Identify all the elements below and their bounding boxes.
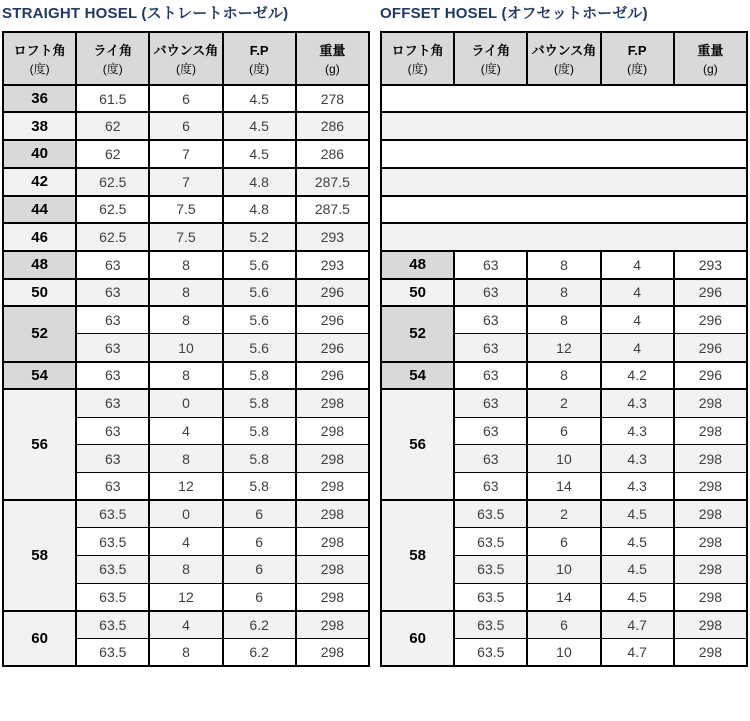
col-header-4 (223, 32, 296, 85)
loft-cell: 56 (3, 389, 76, 500)
spec-cell: 5.8 (223, 472, 296, 500)
spec-cell: 298 (296, 500, 369, 528)
col-header-label: ライ角 (93, 43, 133, 58)
loft-cell: 48 (3, 251, 76, 279)
spec-cell: 12 (149, 472, 222, 500)
table-row (381, 500, 747, 528)
spec-cell: 298 (674, 500, 747, 528)
spec-cell: 63.5 (76, 611, 149, 639)
spec-cell: 5.6 (223, 306, 296, 334)
spec-cell: 8 (149, 279, 222, 307)
col-header-label: 重量 (697, 43, 724, 58)
spec-cell: 63 (76, 251, 149, 279)
table-row (381, 611, 747, 639)
spec-cell: 7.5 (149, 196, 222, 224)
spec-cell: 4 (601, 251, 674, 279)
spec-cell: 4 (601, 306, 674, 334)
straight-hosel-section (2, 3, 370, 667)
empty-cell (381, 168, 747, 196)
spec-cell: 298 (296, 389, 369, 417)
spec-cell: 0 (149, 500, 222, 528)
spec-cell: 4.5 (223, 112, 296, 140)
table-row (3, 196, 369, 224)
spec-cell: 8 (527, 279, 600, 307)
spec-cell: 298 (296, 639, 369, 667)
spec-cell: 63 (76, 279, 149, 307)
col-header-2 (76, 32, 149, 85)
loft-cell: 60 (381, 611, 454, 666)
spec-cell: 298 (296, 445, 369, 473)
spec-cell: 298 (674, 528, 747, 556)
spec-cell: 63 (454, 472, 527, 500)
empty-cell (381, 85, 747, 113)
spec-cell: 286 (296, 112, 369, 140)
col-header-1 (381, 32, 454, 85)
offset-hosel-title: OFFSET HOSEL (オフセットホーゼル) (380, 5, 648, 22)
loft-cell: 50 (3, 279, 76, 307)
spec-cell: 4.5 (223, 140, 296, 168)
table-row (381, 251, 747, 279)
spec-cell: 298 (296, 528, 369, 556)
spec-cell: 6 (223, 555, 296, 583)
spec-cell: 5.8 (223, 445, 296, 473)
loft-cell: 40 (3, 140, 76, 168)
loft-cell: 52 (381, 306, 454, 361)
spec-cell: 286 (296, 140, 369, 168)
col-header-3 (149, 32, 222, 85)
header-row (381, 32, 747, 85)
table-row (381, 306, 747, 334)
spec-cell: 287.5 (296, 196, 369, 224)
spec-cell: 298 (674, 583, 747, 611)
spec-cell: 4.7 (601, 639, 674, 667)
empty-cell (381, 112, 747, 140)
loft-cell: 54 (3, 362, 76, 390)
spec-cell: 7 (149, 140, 222, 168)
spec-cell: 63 (454, 279, 527, 307)
header-row (3, 32, 369, 85)
spec-cell: 14 (527, 583, 600, 611)
spec-cell: 63 (76, 445, 149, 473)
col-header-4 (601, 32, 674, 85)
spec-cell: 4.3 (601, 417, 674, 445)
spec-cell: 296 (674, 334, 747, 362)
empty-row (381, 85, 747, 113)
table-row (3, 611, 369, 639)
spec-cell: 63 (454, 251, 527, 279)
col-header-unit: (度) (553, 62, 574, 77)
spec-cell: 63.5 (76, 555, 149, 583)
spec-cell: 6 (527, 611, 600, 639)
col-header-unit: (度) (29, 62, 50, 77)
spec-cell: 12 (527, 334, 600, 362)
table-row (3, 223, 369, 251)
spec-cell: 8 (527, 251, 600, 279)
spec-cell: 8 (149, 445, 222, 473)
empty-cell (381, 140, 747, 168)
spec-cell: 296 (296, 306, 369, 334)
spec-cell: 298 (674, 611, 747, 639)
empty-row (381, 196, 747, 224)
spec-cell: 278 (296, 85, 369, 113)
spec-cell: 7 (149, 168, 222, 196)
loft-cell: 36 (3, 85, 76, 113)
spec-cell: 63 (76, 362, 149, 390)
table-row (3, 500, 369, 528)
spec-cell: 4.8 (223, 196, 296, 224)
spec-cell: 63.5 (76, 639, 149, 667)
spec-cell: 4.3 (601, 389, 674, 417)
spec-cell: 12 (149, 583, 222, 611)
col-header-3 (527, 32, 600, 85)
spec-cell: 296 (674, 306, 747, 334)
table-row (3, 389, 369, 417)
spec-cell: 63.5 (76, 500, 149, 528)
spec-cell: 63.5 (454, 528, 527, 556)
offset-hosel-section (380, 3, 748, 667)
table-row (3, 306, 369, 334)
spec-cell: 62 (76, 140, 149, 168)
loft-cell: 38 (3, 112, 76, 140)
spec-cell: 8 (527, 362, 600, 390)
spec-cell: 6 (527, 528, 600, 556)
col-header-1 (3, 32, 76, 85)
col-header-label: ロフト角 (13, 43, 66, 58)
loft-cell: 60 (3, 611, 76, 666)
spec-cell: 8 (149, 362, 222, 390)
table-row (3, 140, 369, 168)
spec-cell: 63 (76, 472, 149, 500)
spec-cell: 4.5 (223, 85, 296, 113)
spec-cell: 63.5 (454, 583, 527, 611)
spec-cell: 5.8 (223, 362, 296, 390)
col-header-label: ライ角 (471, 43, 511, 58)
spec-cell: 293 (674, 251, 747, 279)
col-header-label: バウンス角 (531, 43, 597, 58)
spec-cell: 4 (149, 528, 222, 556)
spec-cell: 6 (149, 112, 222, 140)
spec-cell: 4 (149, 611, 222, 639)
table-row (381, 279, 747, 307)
loft-cell: 42 (3, 168, 76, 196)
spec-cell: 10 (527, 555, 600, 583)
spec-cell: 0 (149, 389, 222, 417)
table-row (3, 112, 369, 140)
table-row (3, 251, 369, 279)
spec-cell: 61.5 (76, 85, 149, 113)
straight-hosel-table (2, 31, 370, 667)
spec-cell: 298 (674, 555, 747, 583)
spec-cell: 63 (76, 389, 149, 417)
spec-cell: 62.5 (76, 223, 149, 251)
spec-cell: 298 (296, 555, 369, 583)
empty-row (381, 223, 747, 251)
spec-cell: 62 (76, 112, 149, 140)
spec-cell: 63.5 (76, 528, 149, 556)
spec-cell: 10 (527, 445, 600, 473)
col-header-unit: (g) (325, 62, 340, 77)
spec-cell: 4.5 (601, 528, 674, 556)
spec-cell: 63 (454, 389, 527, 417)
spec-cell: 63 (76, 306, 149, 334)
spec-cell: 63 (454, 445, 527, 473)
spec-cell: 63.5 (454, 611, 527, 639)
offset-hosel-table (380, 31, 748, 667)
col-header-label: バウンス角 (153, 43, 219, 58)
spec-cell: 63 (454, 334, 527, 362)
empty-row (381, 140, 747, 168)
spec-cell: 296 (296, 279, 369, 307)
spec-cell: 7.5 (149, 223, 222, 251)
col-header-5 (674, 32, 747, 85)
spec-cell: 6 (223, 583, 296, 611)
spec-cell: 5.6 (223, 279, 296, 307)
spec-cell: 10 (527, 639, 600, 667)
spec-cell: 298 (296, 611, 369, 639)
loft-cell: 50 (381, 279, 454, 307)
empty-cell (381, 223, 747, 251)
spec-cell: 293 (296, 251, 369, 279)
spec-cell: 6 (223, 528, 296, 556)
loft-cell: 56 (381, 389, 454, 500)
spec-cell: 298 (674, 417, 747, 445)
spec-cell: 4.2 (601, 362, 674, 390)
col-header-unit: (度) (407, 62, 428, 77)
spec-cell: 63.5 (454, 500, 527, 528)
spec-cell: 6.2 (223, 639, 296, 667)
spec-cell: 298 (674, 389, 747, 417)
loft-cell: 58 (3, 500, 76, 611)
spec-cell: 293 (296, 223, 369, 251)
loft-cell: 54 (381, 362, 454, 390)
col-header-label: 重量 (319, 43, 346, 58)
loft-cell: 46 (3, 223, 76, 251)
spec-cell: 5.6 (223, 334, 296, 362)
table-row (3, 279, 369, 307)
spec-cell: 2 (527, 389, 600, 417)
spec-cell: 63 (454, 362, 527, 390)
loft-cell: 48 (381, 251, 454, 279)
spec-cell: 298 (296, 583, 369, 611)
spec-cell: 4 (601, 334, 674, 362)
spec-cell: 63.5 (454, 639, 527, 667)
col-header-unit: (度) (249, 62, 270, 77)
spec-cell: 2 (527, 500, 600, 528)
empty-cell (381, 196, 747, 224)
spec-cell: 8 (149, 555, 222, 583)
spec-cell: 4 (601, 279, 674, 307)
spec-cell: 5.8 (223, 417, 296, 445)
spec-cell: 4.3 (601, 445, 674, 473)
spec-cell: 4.5 (601, 583, 674, 611)
spec-cell: 298 (296, 417, 369, 445)
spec-cell: 296 (296, 334, 369, 362)
spec-cell: 63 (454, 306, 527, 334)
spec-cell: 296 (674, 279, 747, 307)
col-header-5 (296, 32, 369, 85)
spec-cell: 8 (149, 306, 222, 334)
spec-cell: 63.5 (454, 555, 527, 583)
col-header-label: F.P (249, 43, 269, 58)
table-row (381, 362, 747, 390)
spec-cell: 5.6 (223, 251, 296, 279)
table-row (381, 389, 747, 417)
spec-cell: 6 (149, 85, 222, 113)
spec-cell: 296 (296, 362, 369, 390)
col-header-2 (454, 32, 527, 85)
table-row (3, 168, 369, 196)
table-row (3, 85, 369, 113)
spec-cell: 4.8 (223, 168, 296, 196)
col-header-unit: (度) (102, 62, 123, 77)
spec-cell: 63 (454, 417, 527, 445)
spec-cell: 6 (527, 417, 600, 445)
spec-cell: 62.5 (76, 168, 149, 196)
spec-cell: 6 (223, 500, 296, 528)
spec-cell: 14 (527, 472, 600, 500)
spec-cell: 298 (296, 472, 369, 500)
spec-cell: 8 (149, 251, 222, 279)
spec-cell: 8 (149, 639, 222, 667)
spec-cell: 298 (674, 472, 747, 500)
col-header-label: ロフト角 (391, 43, 444, 58)
spec-cell: 5.8 (223, 389, 296, 417)
spec-cell: 4.7 (601, 611, 674, 639)
loft-cell: 44 (3, 196, 76, 224)
spec-cell: 4.5 (601, 500, 674, 528)
empty-row (381, 112, 747, 140)
col-header-unit: (g) (703, 62, 718, 77)
straight-hosel-title: STRAIGHT HOSEL (ストレートホーゼル) (2, 5, 289, 22)
col-header-unit: (度) (175, 62, 196, 77)
spec-cell: 63.5 (76, 583, 149, 611)
spec-cell: 4.3 (601, 472, 674, 500)
spec-cell: 5.2 (223, 223, 296, 251)
spec-cell: 296 (674, 362, 747, 390)
spec-cell: 298 (674, 445, 747, 473)
empty-row (381, 168, 747, 196)
spec-cell: 287.5 (296, 168, 369, 196)
loft-cell: 52 (3, 306, 76, 361)
spec-cell: 63 (76, 334, 149, 362)
table-row (3, 362, 369, 390)
spec-cell: 4.5 (601, 555, 674, 583)
col-header-unit: (度) (627, 62, 648, 77)
spec-cell: 6.2 (223, 611, 296, 639)
col-header-unit: (度) (480, 62, 501, 77)
spec-cell: 62.5 (76, 196, 149, 224)
spec-cell: 4 (149, 417, 222, 445)
spec-cell: 8 (527, 306, 600, 334)
spec-cell: 298 (674, 639, 747, 667)
loft-cell: 58 (381, 500, 454, 611)
col-header-label: F.P (627, 43, 647, 58)
spec-cell: 63 (76, 417, 149, 445)
spec-cell: 10 (149, 334, 222, 362)
